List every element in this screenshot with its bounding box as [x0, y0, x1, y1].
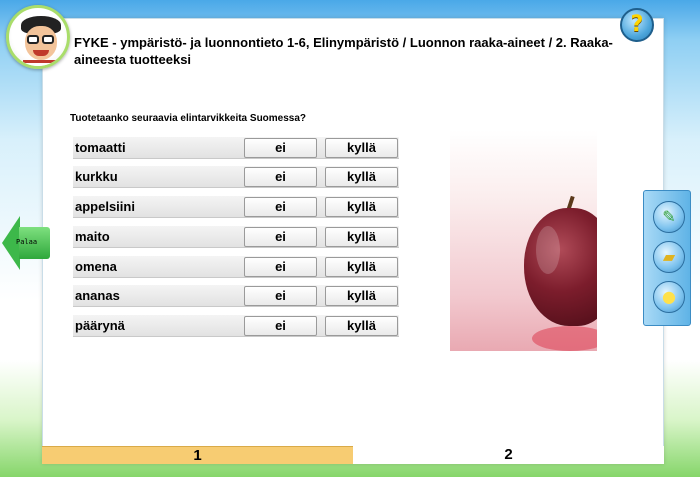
- no-button[interactable]: ei: [244, 227, 317, 247]
- no-button[interactable]: ei: [244, 257, 317, 277]
- row-label: appelsiini: [75, 199, 135, 214]
- row-label: päärynä: [75, 318, 125, 333]
- teacher-avatar-icon: [6, 5, 70, 69]
- answer-row-ananas: [73, 285, 399, 307]
- answer-row-paaryna: [73, 315, 399, 337]
- yes-button[interactable]: kyllä: [325, 227, 398, 247]
- page-tab-1[interactable]: 1: [42, 446, 353, 464]
- apple-photo: [450, 130, 597, 351]
- back-label: Palaa: [16, 238, 38, 246]
- row-label: maito: [75, 229, 110, 244]
- yes-button[interactable]: kyllä: [325, 197, 398, 217]
- yes-button[interactable]: kyllä: [325, 257, 398, 277]
- no-button[interactable]: ei: [244, 167, 317, 187]
- row-label: ananas: [75, 288, 120, 303]
- row-label: kurkku: [75, 169, 118, 184]
- answer-row-kurkku: [73, 166, 399, 188]
- help-icon: ?: [630, 12, 644, 37]
- no-button[interactable]: ei: [244, 138, 317, 158]
- lightbulb-icon[interactable]: ●: [653, 281, 685, 313]
- page-title: FYKE - ympäristö- ja luonnontieto 1-6, Elinympäristö / Luonnon raaka-aineet / 2. Raaka-aineesta tuotteeksi: [74, 35, 613, 67]
- answer-row-appelsiini: [73, 196, 399, 218]
- pencil-icon[interactable]: ✎: [653, 201, 685, 233]
- side-toolbar: [643, 190, 691, 326]
- answer-row-omena: [73, 256, 399, 278]
- answer-row-tomaatti: [73, 137, 399, 159]
- no-button[interactable]: ei: [244, 286, 317, 306]
- no-button[interactable]: ei: [244, 197, 317, 217]
- yes-button[interactable]: kyllä: [325, 316, 398, 336]
- help-button[interactable]: [620, 8, 654, 42]
- row-label: tomaatti: [75, 140, 126, 155]
- yes-button[interactable]: kyllä: [325, 286, 398, 306]
- page-tab-2[interactable]: 2: [353, 446, 664, 464]
- question-text: Tuotetaanko seuraavia elintarvikkeita Suomessa?: [70, 113, 307, 124]
- answer-row-maito: [73, 226, 399, 248]
- folder-icon[interactable]: ▰: [653, 241, 685, 273]
- back-button[interactable]: [2, 216, 50, 270]
- yes-button[interactable]: kyllä: [325, 138, 398, 158]
- no-button[interactable]: ei: [244, 316, 317, 336]
- yes-button[interactable]: kyllä: [325, 167, 398, 187]
- row-label: omena: [75, 259, 117, 274]
